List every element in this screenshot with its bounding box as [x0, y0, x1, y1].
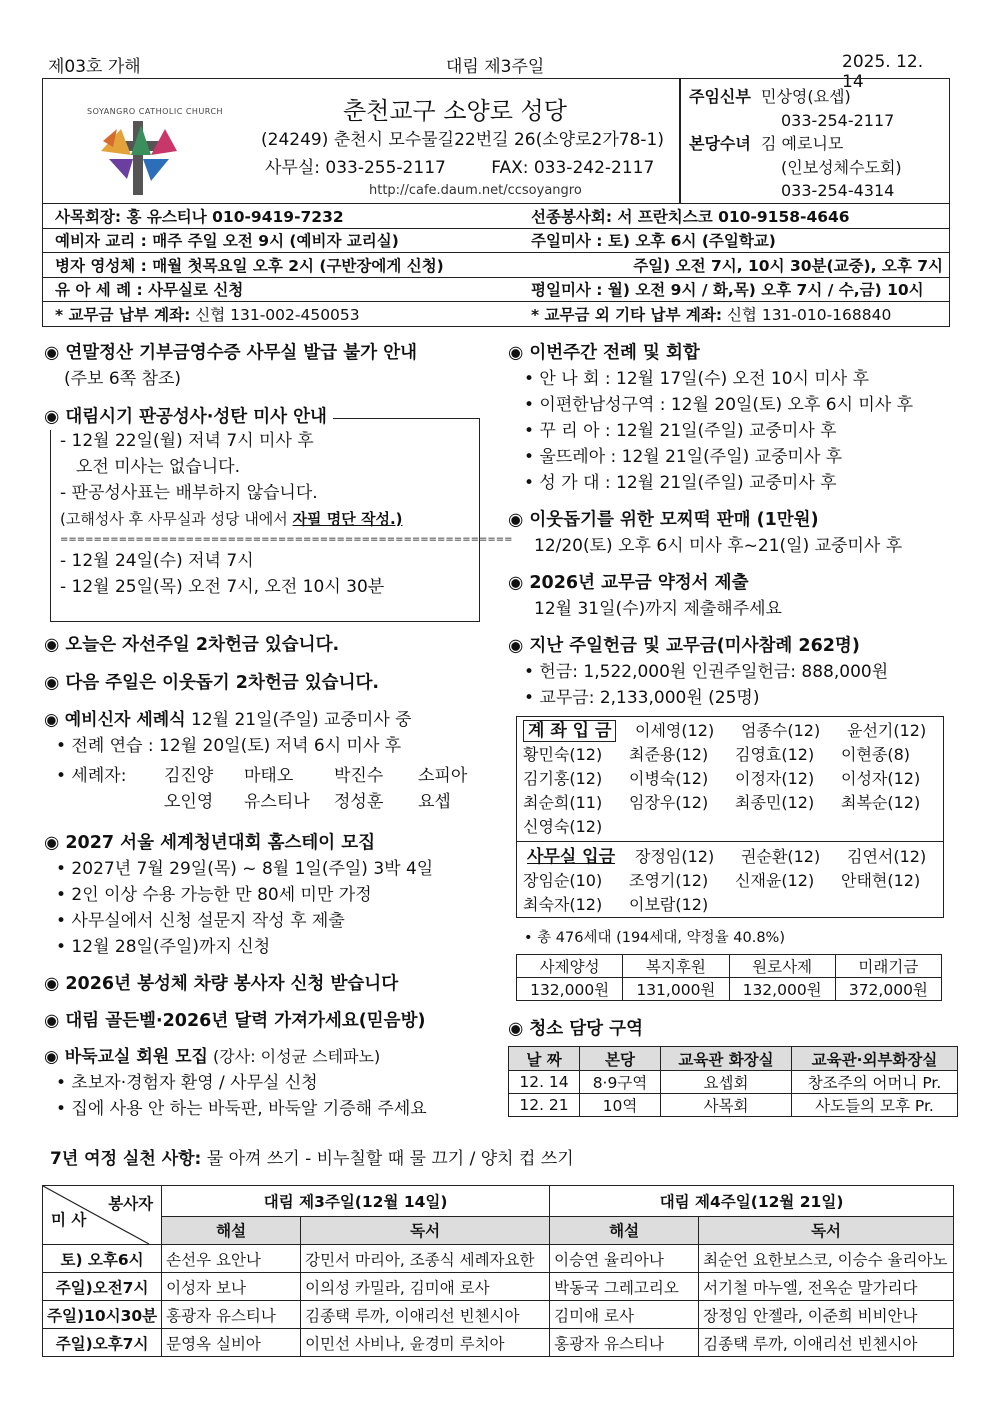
- seven-year-practice: 7년 여정 실천 사항: 물 아껴 쓰기 - 비누칠할 때 물 끄기 / 양치 컵 쓰기: [50, 1149, 574, 1169]
- dues-account-label: * 교무금 납부 계좌:: [55, 305, 191, 324]
- notice-wyd-homestay: ◉ 2027 서울 세계청년대회 홈스테이 모집 • 2027년 7월 29일(목) ~ 8월 1일(주일) 3박 4일 • 2인 이상 수용 가능한 만 80세 미만 가정 • 사무실에서 신청 설문지 작성 후 제출 • 12월 28일(주일)까지 신청: [44, 833, 434, 957]
- advent-confession-heading: ◉ 대림시기 판공성사·성탄 미사 안내: [44, 404, 333, 430]
- sister-phone: 033-254-4314: [781, 181, 895, 200]
- fax-number: FAX: 033-242-2117: [491, 158, 655, 178]
- acc-divider: [517, 841, 943, 842]
- weekly-liturgy: ◉ 이번주간 전례 및 회합 • 안 나 회 : 12월 17일(수) 오전 10시 미사 후 • 이편한남성구역 : 12월 20일(토) 오후 6시 미사 후 • 꾸 리 아 : 12월 21일(주일) 교중미사 후 • 울뜨레아 : 12월 21일(주일) 교중미사 후 • 성 가 대 : 12월 21일(주일) 교중미사 후: [508, 343, 914, 493]
- table-row: 주일)오후7시 문영옥 실비아 이민선 사비나, 윤경미 루치아 홍광자 유스티나 김종택 루까, 이애리선 빈첸시아: [43, 1329, 954, 1357]
- separator: ======================================================: [60, 534, 513, 545]
- pastor-name: 민상영(요셉): [761, 87, 851, 106]
- notice-next-collection: ◉ 다음 주일은 이웃돕기 2차헌금 있습니다.: [44, 673, 380, 693]
- pastor-phone: 033-254-2117: [781, 110, 895, 130]
- other-account-label: * 교무금 외 기타 납부 계좌:: [531, 305, 723, 324]
- notice-year-end: ◉ 연말정산 기부금영수증 사무실 발급 불가 안내 (주보 6쪽 참조): [44, 343, 418, 389]
- top-line: [48, 52, 948, 92]
- week1-header: 대림 제3주일(12월 14일): [162, 1186, 550, 1217]
- household-total: • 총 476세대 (194세대, 약정율 40.8%): [524, 930, 785, 946]
- cleaning-table: 날 짜 본당 교육관 화장실 교육관·외부화장실 12. 14 8·9구역 요셉회 창조주의 어머니 Pr. 12. 21 10역 사목회 사도들의 모후 Pr.: [508, 1046, 958, 1117]
- notice-charity-collection: ◉ 오늘은 자선주일 2차헌금 있습니다.: [44, 635, 340, 655]
- dues-account: 신협 131-002-450053: [190, 305, 360, 324]
- notice-baduk-class: ◉ 바둑교실 회원 모집 (강사: 이성균 스테파노) • 초보자·경험자 환영 / 사무실 신청 • 집에 사용 안 하는 바둑판, 바둑알 기증해 주세요: [44, 1047, 427, 1119]
- clergy-info: [689, 85, 902, 203]
- parish-address: (24249) 춘천시 모수물길22번길 26(소양로2가78-1): [261, 130, 664, 150]
- parish-info-table: [42, 204, 950, 327]
- cleaning-heading: ◉ 청소 담당 구역: [508, 1019, 643, 1039]
- advent-confession-body: - 12월 22일(월) 저녁 7시 미사 후 오전 미사는 없습니다. - 판공성사표는 배부하지 않습니다. (고해성사 후 사무실과 성당 내에서 자필 명단 작성.) ====================================================== - 12월 24일(수) 저녁 7시 - 12월 25일(목) 오전 7시, 오전 10시 30분: [60, 431, 513, 597]
- logo-caption: SOYANGRO CATHOLIC CHURCH: [87, 107, 224, 116]
- office-deposit-label: 사무실 입금: [527, 847, 616, 867]
- table-row: 토) 오후6시 손선우 요안나 강민서 마리아, 조종식 세례자요한 이승연 율리아나 최순언 요한보스코, 이승수 율리아노: [43, 1245, 954, 1273]
- bulletin-date: 2025. 12. 14: [842, 52, 924, 92]
- issue-number: 제03호 가해: [48, 57, 141, 77]
- cafe-link[interactable]: http://cafe.daum.net/ccsoyangro: [369, 183, 582, 198]
- schedule-corner: 봉사자 미 사: [43, 1186, 162, 1245]
- header-divider: [679, 79, 681, 203]
- table-row: 주일)10시30분 홍광자 유스티나 김종택 루까, 이애리선 빈첸시아 김미애 로사 장정임 안젤라, 이준희 비비안나: [43, 1301, 954, 1329]
- parish-header: [42, 78, 950, 204]
- info-row: 병자 영성체 : 매월 첫목요일 오후 2시 (구반장에게 신청) 주일) 오전 7시, 10시 30분(교중), 오후 7시: [43, 253, 949, 278]
- notice-volunteer-driver: ◉ 2026년 봉성체 차량 봉사자 신청 받습니다: [44, 974, 399, 994]
- sister-order: (인보성체수도회): [781, 157, 902, 177]
- table-row: 주일)오전7시 이성자 보나 이의성 카밀라, 김미애 로사 박동국 그레고리오 서기철 마누엘, 전옥순 말가리다: [43, 1273, 954, 1301]
- info-row: 유 아 세 례 : 사무실로 신청 평일미사 : 월) 오전 9시 / 화,목) 오후 7시 / 수,금) 10시: [43, 278, 949, 303]
- week2-header: 대림 제4주일(12월 21일): [550, 1186, 954, 1217]
- info-row: [43, 302, 949, 326]
- other-account: 신협 131-010-168840: [722, 305, 892, 324]
- notice-golden-bell: ◉ 대림 골든벨·2026년 달력 가져가세요(믿음방): [44, 1011, 426, 1031]
- pastor-label: 주임신부: [689, 87, 751, 106]
- notice-rice-cake-sale: ◉ 이웃돕기를 위한 모찌떡 판매 (1만원) 12/20(토) 오후 6시 미사 후~21(일) 교중미사 후: [508, 510, 903, 556]
- parish-contact: [265, 153, 654, 178]
- fund-table: 사제양성 복지후원 원로사제 미래기금 132,000원 131,000원 132,000원 372,000원: [516, 954, 942, 1001]
- dues-payer-list: 계 좌 입 금 이세영(12) 엄종수(12) 윤선기(12) 황민숙(12) 최준용(12) 김영효(12) 이현종(8) 김기홍(12) 이병숙(12) 이정자(12) 이성자(12) 최순희(11) 임장우(12) 최종민(12) 최복순(12) 신영숙(12) 사무실 입금 장정임(12) 권순환(12) 김연서(12) 장임순(10) 조영기(12) 신재윤(12) 안태현(12) 최숙자(12) 이보람(12): [516, 716, 944, 918]
- sister-name: 김 예로니모: [761, 134, 844, 153]
- offering-summary: ◉ 지난 주일헌금 및 교무금(미사참례 262명) • 헌금: 1,522,000원 인권주일헌금: 888,000원 • 교무금: 2,133,000원 (25명): [508, 636, 889, 708]
- notice-pledge: ◉ 2026년 교무금 약정서 제출 12월 31일(수)까지 제출해주세요: [508, 573, 782, 619]
- parish-title: 춘천교구 소양로 성당: [343, 97, 567, 125]
- sister-label: 본당수녀: [689, 134, 751, 153]
- office-phone: 사무실: 033-255-2117: [265, 158, 446, 178]
- notice-baptism: ◉ 예비신자 세례식 12월 21일(주일) 교중미사 중 • 전례 연습 : 12월 20일(토) 저녁 6시 미사 후 • 세례자: 김진양 마태오 박진수 소피아 오인영 유스티나 정성훈 요셉: [44, 710, 468, 812]
- liturgical-season: 대림 제3주일: [446, 57, 545, 77]
- info-row: 예비자 교리 : 매주 주일 오전 9시 (예비자 교리실) 주일미사 : 토) 오후 6시 (주일학교): [43, 229, 949, 254]
- bank-deposit-label: 계 좌 입 금: [523, 720, 616, 742]
- info-row: 사목회장: 홍 유스티나 010-9419-7232 선종봉사회: 서 프란치스코 010-9158-4646: [43, 204, 949, 229]
- ministry-schedule: 봉사자 미 사 대림 제3주일(12월 14일) 대림 제4주일(12월 21일) 해설 독서 해설 독서 토) 오후6시 손선우 요안나 강민서 마리아, 조종식 세례자요한 이승연 율리아나 최순언 요한보스코, 이승수 율리아노 주일)오전7시 이성자 보나 이의성 카밀라, 김미애 로사 박동국 그레고리오 서기철 마누엘, 전옥순 말가리다 주일)10시30분 홍광자 유스티나 김종택 루까, 이애리선 빈첸시아 김미애 로사 장정임 안젤라, 이준희 비비안나 주일)오후7시 문영옥 실비아 이민선 사비나, 윤경미 루치아 홍광자 유스티나 김종택 루까, 이애리선 빈첸시아: [42, 1185, 954, 1357]
